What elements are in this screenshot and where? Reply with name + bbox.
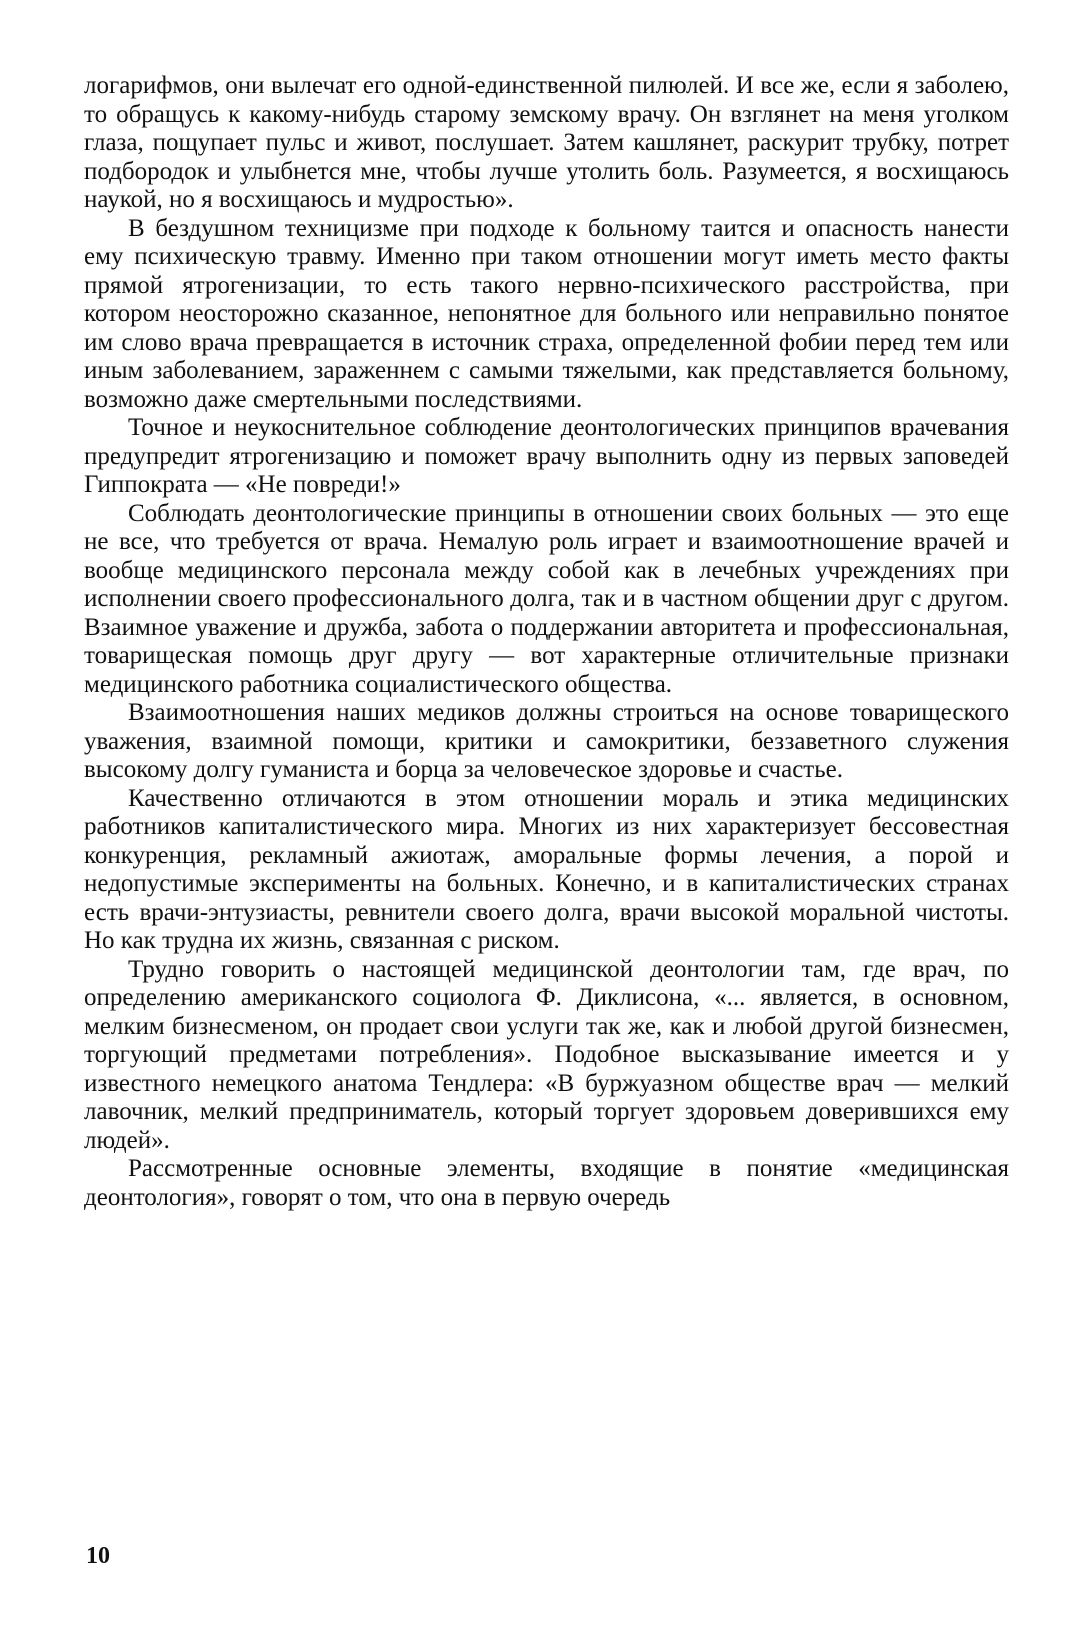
paragraph-6: Качественно отличаются в этом отношении мораль и этика медицинских работников капиталистического мира. Многих из них характеризует бессовестная конкуренция, рекламный ажиотаж, аморальные формы лечения, а порой и недопустимые эксперименты на больных. Конечно, и в капиталистических странах есть врачи-энтузиасты, ревнители своего долга, врачи высокой моральной чистоты. Но как трудна их жизнь, связанная с риском. (84, 784, 1009, 954)
paragraph-1: логарифмов, они вылечат его одной-единственной пилюлей. И все же, если я заболею, то обращусь к какому-нибудь старому земскому врачу. Он взглянет на меня уголком глаза, пощупает пульс и живот, послушает. Затем кашлянет, раскурит трубку, потрет подбородок и улыбнется мне, чтобы лучше утолить боль. Разумеется, я восхищаюсь наукой, но я восхищаюсь и мудростью». (84, 72, 1009, 213)
paragraph-8: Рассмотренные основные элементы, входящие в понятие «медицинская деонтология», говорят о том, что она в первую очередь (84, 1155, 1009, 1211)
page-number: 10 (86, 1543, 110, 1569)
paragraph-7: Трудно говорить о настоящей медицинской деонтологии там, где врач, по определению американского социолога Ф. Диклисона, «... является, в основном, мелким бизнесменом, он продает свои услуги так же, как и любой другой бизнесмен, торгующий предметами потребления». Подобное высказывание имеется и у известного немецкого анатома Тендлера: «В буржуазном обществе врач — мелкий лавочник, мелкий предприниматель, который торгует здоровьем доверившихся ему людей». (84, 955, 1009, 1154)
paragraph-2: В бездушном техницизме при подходе к больному таится и опасность нанести ему психическую травму. Именно при таком отношении могут иметь место факты прямой ятрогенизации, то есть такого нервно-психического расстройства, при котором неосторожно сказанное, непонятное для больного или неправильно понятое им слово врача превращается в источник страха, определенной фобии перед тем или иным заболеванием, зараженнем с самыми тяжелыми, как представляется больному, возможно даже смертельными последствиями. (84, 214, 1009, 413)
paragraph-5: Взаимоотношения наших медиков должны строиться на основе товарищеского уважения, взаимной помощи, критики и самокритики, беззаветного служения высокому долгу гуманиста и борца за человеческое здоровье и счастье. (84, 699, 1009, 783)
page-body (84, 72, 1009, 1212)
paragraph-3: Точное и неукоснительное соблюдение деонтологических принципов врачевания предупредит ятрогенизацию и поможет врачу выполнить одну из первых заповедей Гиппократа — «Не повреди!» (84, 414, 1009, 498)
paragraph-4: Соблюдать деонтологические принципы в отношении своих больных — это еще не все, что требуется от врача. Немалую роль играет и взаимоотношение врачей и вообще медицинского персонала между собой как в лечебных учреждениях при исполнении своего профессионального долга, так и в частном общении друг с другом. Взаимное уважение и дружба, забота о поддержании авторитета и профессиональная, товарищеская помощь друг другу — вот характерные отличительные признаки медицинского работника социалистического общества. (84, 499, 1009, 698)
